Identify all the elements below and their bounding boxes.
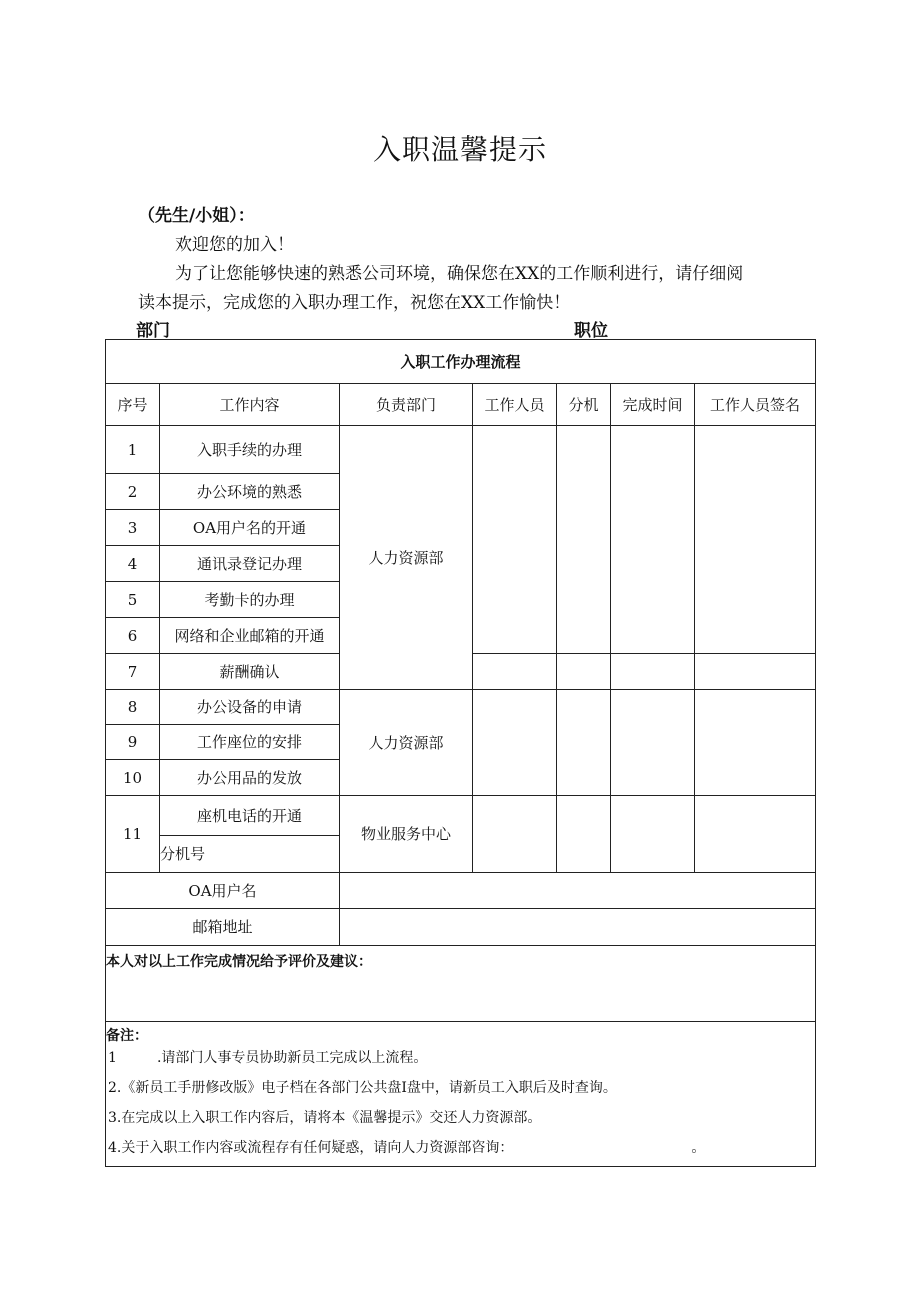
intro-line-1: 为了让您能够快速的熟悉公司环境，确保您在XX的工作顺利进行，请仔细阅 bbox=[175, 264, 744, 284]
row-no: 2 bbox=[106, 474, 160, 510]
row-no: 10 bbox=[106, 760, 160, 796]
row-no: 4 bbox=[106, 546, 160, 582]
remarks-section bbox=[106, 1022, 816, 1167]
staff-cell[interactable] bbox=[473, 654, 557, 690]
note-item: 4.关于入职工作内容或流程存有任何疑惑，请向人力资源部咨询： 。 bbox=[108, 1140, 706, 1156]
row-content: 薪酬确认 bbox=[160, 654, 340, 690]
row-content: 办公用品的发放 bbox=[160, 760, 340, 796]
header-content: 工作内容 bbox=[160, 384, 340, 426]
ext-cell[interactable] bbox=[557, 426, 611, 654]
row-no: 6 bbox=[106, 618, 160, 654]
email-value[interactable] bbox=[340, 909, 816, 946]
oa-username-value[interactable] bbox=[340, 873, 816, 909]
feedback-box[interactable] bbox=[106, 946, 816, 1022]
department-label: 部门 bbox=[136, 321, 170, 341]
staff-cell[interactable] bbox=[473, 796, 557, 873]
row-content: 座机电话的开通 bbox=[160, 796, 340, 836]
onboarding-table bbox=[105, 339, 816, 1167]
dept-property: 物业服务中心 bbox=[340, 796, 473, 873]
row-no: 7 bbox=[106, 654, 160, 690]
note-item: 2.《新员工手册修改版》电子档在各部门公共盘I盘中，请新员工入职后及时查询。 bbox=[108, 1080, 617, 1096]
header-no: 序号 bbox=[106, 384, 160, 426]
row-no: 8 bbox=[106, 690, 160, 725]
row-no: 3 bbox=[106, 510, 160, 546]
feedback-label: 本人对以上工作完成情况给予评价及建议： bbox=[106, 954, 372, 970]
staff-cell[interactable] bbox=[473, 426, 557, 654]
row-no: 1 bbox=[106, 426, 160, 474]
extension-number-label: 分机号 bbox=[160, 836, 340, 873]
remarks-label: 备注： bbox=[106, 1028, 148, 1044]
sign-cell[interactable] bbox=[695, 426, 816, 654]
email-label: 邮箱地址 bbox=[106, 909, 340, 946]
row-content: 考勤卡的办理 bbox=[160, 582, 340, 618]
time-cell[interactable] bbox=[611, 426, 695, 654]
row-no: 11 bbox=[106, 796, 160, 873]
page-title: 入职温馨提示 bbox=[372, 133, 547, 166]
row-no: 5 bbox=[106, 582, 160, 618]
dept-hr-2: 人力资源部 bbox=[340, 690, 473, 796]
row-content: 通讯录登记办理 bbox=[160, 546, 340, 582]
row-content: 入职手续的办理 bbox=[160, 426, 340, 474]
row-content: OA用户名的开通 bbox=[160, 510, 340, 546]
staff-cell[interactable] bbox=[473, 690, 557, 796]
welcome-text: 欢迎您的加入！ bbox=[175, 235, 294, 255]
intro-line-2: 读本提示，完成您的入职办理工作，祝您在XX工作愉快！ bbox=[138, 293, 571, 313]
oa-username-label: OA用户名 bbox=[106, 873, 340, 909]
header-dept: 负责部门 bbox=[340, 384, 473, 426]
sign-cell[interactable] bbox=[695, 690, 816, 796]
ext-cell[interactable] bbox=[557, 796, 611, 873]
header-staff: 工作人员 bbox=[473, 384, 557, 426]
row-content: 网络和企业邮箱的开通 bbox=[160, 618, 340, 654]
dept-hr: 人力资源部 bbox=[340, 426, 473, 690]
row-no: 9 bbox=[106, 725, 160, 760]
ext-cell[interactable] bbox=[557, 690, 611, 796]
time-cell[interactable] bbox=[611, 796, 695, 873]
ext-cell[interactable] bbox=[557, 654, 611, 690]
header-ext: 分机 bbox=[557, 384, 611, 426]
row-content: 办公设备的申请 bbox=[160, 690, 340, 725]
row-content: 工作座位的安排 bbox=[160, 725, 340, 760]
header-time: 完成时间 bbox=[611, 384, 695, 426]
time-cell[interactable] bbox=[611, 690, 695, 796]
note-item: 3.在完成以上入职工作内容后，请将本《温馨提示》交还人力资源部。 bbox=[108, 1110, 542, 1126]
greeting: （先生/小姐）： bbox=[138, 206, 255, 226]
note-item: 1 .请部门人事专员协助新员工完成以上流程。 bbox=[108, 1050, 428, 1066]
sign-cell[interactable] bbox=[695, 654, 816, 690]
sign-cell[interactable] bbox=[695, 796, 816, 873]
position-label: 职位 bbox=[574, 321, 608, 341]
time-cell[interactable] bbox=[611, 654, 695, 690]
header-sign: 工作人员签名 bbox=[695, 384, 816, 426]
table-title: 入职工作办理流程 bbox=[106, 340, 816, 384]
row-content: 办公环境的熟悉 bbox=[160, 474, 340, 510]
